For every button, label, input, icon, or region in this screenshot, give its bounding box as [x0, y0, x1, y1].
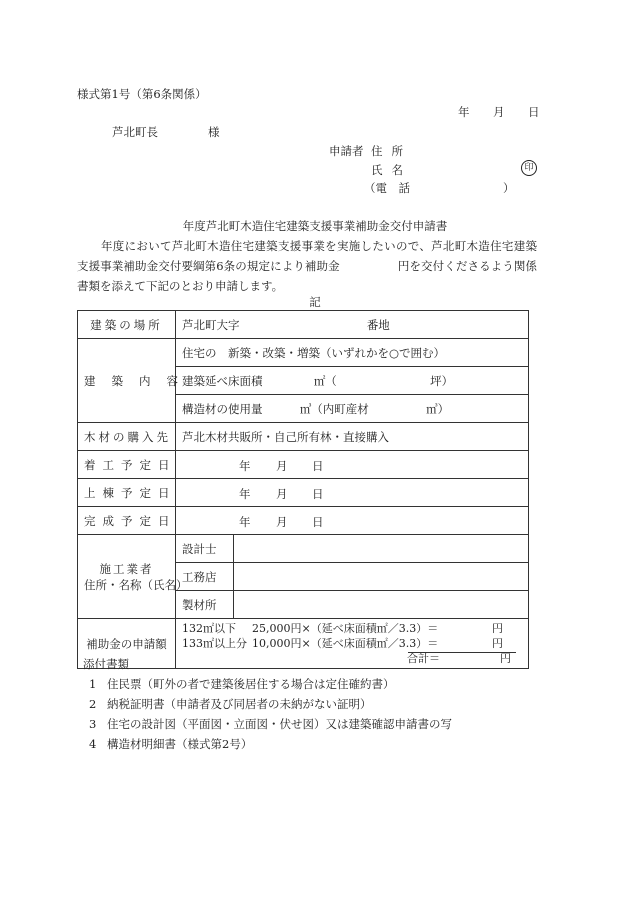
address-label: 住所	[371, 144, 412, 158]
location-label: 建築の場所	[78, 311, 176, 339]
addressee: 芦北町長	[112, 125, 158, 139]
ki-heading: 記	[309, 295, 321, 309]
architect-label: 設計士	[176, 535, 234, 563]
addressee-suffix: 様	[208, 125, 220, 139]
start-row	[78, 451, 529, 479]
floor-area-unit: ㎡（	[313, 373, 337, 388]
calc2-formula: 10,000円×（延べ床面積㎡／3.3）＝	[252, 637, 439, 650]
attachment-num: 4	[89, 737, 97, 751]
calc2-range: 133㎡以上分	[182, 637, 247, 650]
attachment-text: 住宅の設計図（平面図・立面図・伏せ図）又は建築確認申請書の写	[107, 717, 452, 731]
floor-area-label: 建築延べ床面積	[182, 373, 263, 388]
location-value[interactable]	[176, 311, 529, 339]
subsidy-label: 補助金の申請額	[78, 619, 176, 669]
content-label: 建築内容	[78, 339, 176, 423]
complete-year: 年	[239, 515, 251, 529]
location-lot: 番地	[366, 317, 390, 332]
builder-label-1: 施工業者	[99, 561, 154, 576]
total-rule	[408, 652, 516, 653]
subsidy-calculation[interactable]	[176, 619, 529, 669]
start-day: 日	[312, 459, 324, 473]
name-label: 氏名	[371, 163, 412, 177]
attachment-item	[89, 736, 252, 752]
attachment-num: 2	[89, 697, 97, 711]
location-row	[78, 311, 529, 339]
attachment-num: 1	[89, 677, 97, 691]
form-number: 様式第1号（第6条関係）	[77, 87, 207, 101]
calc1-formula: 25,000円×（延べ床面積㎡／3.3）＝	[252, 622, 439, 635]
ridge-label: 上棟予定日	[78, 479, 176, 507]
ridge-month: 月	[276, 487, 288, 501]
statement-part-1: 年度において芦北町木造住宅建築支援事業を実施したいので、芦北町木造住宅建築支援事業補助金交付要綱第6条の規定により補助金	[77, 239, 537, 273]
attachment-item	[89, 696, 372, 712]
builder-label	[78, 535, 188, 619]
purchase-label: 木材の購入先	[78, 423, 176, 451]
applicant-label: 申請者	[329, 144, 364, 158]
application-statement	[77, 236, 537, 296]
total-label: 合計＝	[407, 652, 440, 665]
date-month-label: 月	[493, 105, 505, 119]
builder-row-1	[78, 535, 529, 563]
total-yen: 円	[500, 652, 511, 665]
builder-label-2: 住所・名称（氏名）	[84, 577, 188, 592]
complete-date[interactable]	[176, 507, 529, 535]
complete-month: 月	[276, 515, 288, 529]
contractor-label: 工務店	[176, 563, 234, 591]
attachment-num: 3	[89, 717, 97, 731]
purchase-value[interactable]: 芦北木材共販所・自己所有林・直接購入	[176, 423, 529, 451]
date-day-label: 日	[528, 105, 540, 119]
complete-label: 完成予定日	[78, 507, 176, 535]
ridge-year: 年	[239, 487, 251, 501]
content-row-1	[78, 339, 529, 367]
seal-mark: 印	[521, 160, 537, 176]
calc-row-2	[182, 636, 522, 651]
complete-row	[78, 507, 529, 535]
attachment-item	[89, 676, 395, 692]
start-date[interactable]	[176, 451, 529, 479]
architect-value[interactable]	[234, 535, 529, 563]
calc-row-total	[182, 651, 522, 666]
attachment-item	[89, 716, 452, 732]
calc1-range: 132㎡以下	[182, 622, 236, 635]
purchase-row	[78, 423, 529, 451]
content-new-build[interactable]: 住宅の 新築・改築・増築（いずれかを○で囲む）	[176, 339, 529, 367]
date-year-label: 年	[458, 105, 470, 119]
phone-close: ）	[503, 181, 515, 195]
complete-day: 日	[312, 515, 324, 529]
local-material-unit: ㎥）	[426, 401, 450, 416]
structural-material-label: 構造材の使用量	[182, 401, 263, 416]
floor-area-tsubo: 坪）	[430, 373, 454, 388]
calc-row-1	[182, 621, 522, 636]
application-table	[77, 310, 529, 669]
attachment-text: 納税証明書（申請者及び同居者の未納がない証明）	[107, 697, 372, 711]
structural-material[interactable]	[176, 395, 529, 423]
ridge-row	[78, 479, 529, 507]
attachment-text: 住民票（町外の者で建築後居住する場合は定住確約書）	[107, 677, 395, 691]
start-month: 月	[276, 459, 288, 473]
ridge-date[interactable]	[176, 479, 529, 507]
start-year: 年	[239, 459, 251, 473]
statement-part-2: 円を交付くださるよう関係書類を添えて下記のとおり申請します。	[77, 259, 537, 293]
calc2-yen: 円	[492, 637, 503, 650]
structural-material-unit: ㎥（内町産材	[299, 401, 369, 416]
sawmill-value[interactable]	[234, 591, 529, 619]
start-label: 着工予定日	[78, 451, 176, 479]
calc1-yen: 円	[492, 622, 503, 635]
attachment-text: 構造材明細書（様式第2号）	[107, 737, 253, 751]
phone-label: （電 話	[364, 181, 410, 195]
floor-area[interactable]	[176, 367, 529, 395]
ridge-day: 日	[312, 487, 324, 501]
document-title: 年度芦北町木造住宅建築支援事業補助金交付申請書	[182, 219, 448, 233]
contractor-value[interactable]	[234, 563, 529, 591]
subsidy-row	[78, 619, 529, 669]
location-town: 芦北町大字	[182, 317, 240, 332]
sawmill-label: 製材所	[176, 591, 234, 619]
attachments-heading: 添付書類	[83, 657, 129, 671]
